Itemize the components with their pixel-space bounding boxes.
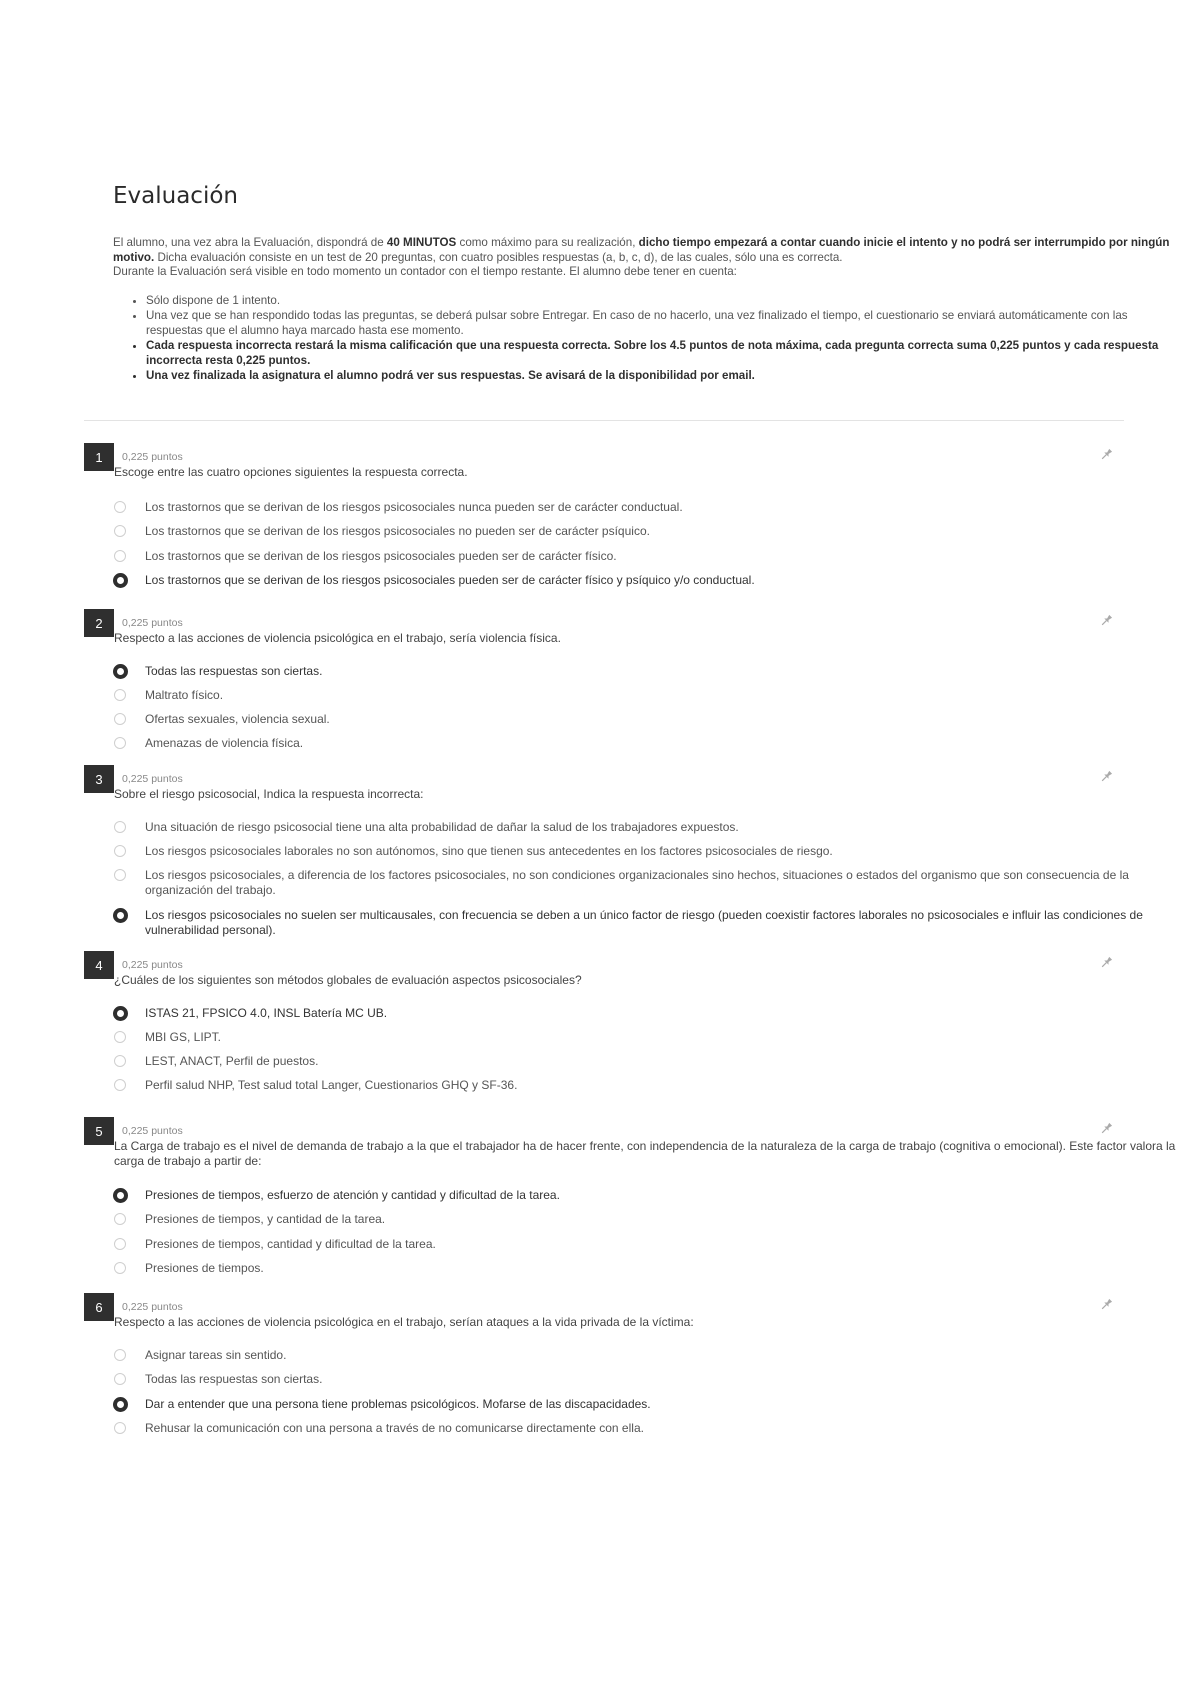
answer-option-label: Todas las respuestas son ciertas. bbox=[145, 1372, 323, 1386]
radio-icon[interactable] bbox=[114, 1238, 126, 1250]
answer-option-label: Dar a entender que una persona tiene problemas psicológicos. Mofarse de las discapacidades. bbox=[145, 1397, 651, 1411]
question-text: La Carga de trabajo es el nivel de demanda de trabajo a la que el trabajador ha de hacer frente, con independencia de la naturaleza de la carga de trabajo (cognitiva o emocional). Este factor valora la carga de trabajo a partir de: bbox=[114, 1139, 1176, 1168]
answer-option-label: Perfil salud NHP, Test salud total Langer, Cuestionarios GHQ y SF-36. bbox=[145, 1078, 518, 1092]
answer-option-label: Los riesgos psicosociales no suelen ser multicausales, con frecuencia se deben a un único factor de riesgo (pueden coexistir factores laborales no psicosociales e influir las condiciones de vulnerabilidad personal). bbox=[145, 908, 1143, 937]
question-text: Escoge entre las cuatro opciones siguientes la respuesta correcta. bbox=[114, 465, 468, 479]
intro-duration: 40 MINUTOS bbox=[386, 236, 457, 249]
answer-option-label: Presiones de tiempos, cantidad y dificultad de la tarea. bbox=[145, 1237, 436, 1251]
intro-text: El alumno, una vez abra la Evaluación, dispondrá de bbox=[113, 236, 387, 249]
question-points: 0,225 puntos bbox=[122, 773, 183, 785]
instructions-paragraph-1 bbox=[113, 236, 1183, 265]
answer-option-label: Los trastornos que se derivan de los riesgos psicosociales no pueden ser de carácter psíquico. bbox=[145, 524, 650, 538]
answer-option-label: Los riesgos psicosociales, a diferencia de los factores psicosociales, no son condiciones organizacionales sino hechos, situaciones o estados del organismo que son consecuencia de la organización del trabajo. bbox=[145, 868, 1129, 897]
radio-icon[interactable] bbox=[114, 1079, 126, 1091]
answer-option-label: Presiones de tiempos, esfuerzo de atención y cantidad y dificultad de la tarea. bbox=[145, 1188, 560, 1202]
question-text: Respecto a las acciones de violencia psicológica en el trabajo, serían ataques a la vida privada de la víctima: bbox=[114, 1315, 694, 1329]
radio-icon[interactable] bbox=[114, 1055, 126, 1067]
answer-option-label: Presiones de tiempos. bbox=[145, 1261, 264, 1275]
radio-icon[interactable] bbox=[114, 737, 126, 749]
divider bbox=[84, 420, 1124, 421]
radio-icon[interactable] bbox=[114, 1031, 126, 1043]
question-number: 4 bbox=[84, 951, 114, 979]
answer-option-label: Una situación de riesgo psicosocial tiene una alta probabilidad de dañar la salud de los trabajadores expuestos. bbox=[145, 820, 739, 834]
radio-icon[interactable] bbox=[114, 845, 126, 857]
radio-icon[interactable] bbox=[114, 1262, 126, 1274]
answer-option-label: Todas las respuestas son ciertas. bbox=[145, 664, 323, 678]
intro-text: Dicha evaluación consiste en un test de 20 preguntas, con cuatro posibles respuestas (a, b, c, d), de las cuales, sólo una es correcta. bbox=[154, 250, 843, 264]
radio-checked-icon[interactable] bbox=[113, 573, 128, 588]
radio-icon[interactable] bbox=[114, 1422, 126, 1434]
instructions bbox=[113, 236, 1183, 385]
question-points: 0,225 puntos bbox=[122, 451, 183, 463]
answer-option-label: LEST, ANACT, Perfil de puestos. bbox=[145, 1054, 319, 1068]
question-number: 6 bbox=[84, 1293, 114, 1321]
radio-icon[interactable] bbox=[114, 869, 126, 881]
instruction-item: • Una vez finalizada la asignatura el alumno podrá ver sus respuestas. Se avisará de la disponibilidad por email. bbox=[146, 369, 1183, 384]
instructions-list bbox=[113, 294, 1183, 384]
answer-option-label: Los trastornos que se derivan de los riesgos psicosociales pueden ser de carácter físico. bbox=[145, 549, 617, 563]
page-title: Evaluación bbox=[113, 183, 238, 209]
question-number: 5 bbox=[84, 1117, 114, 1145]
radio-icon[interactable] bbox=[114, 1213, 126, 1225]
instructions-paragraph-2: Durante la Evaluación será visible en todo momento un contador con el tiempo restante. El alumno debe tener en cuenta: bbox=[113, 265, 737, 278]
question-points: 0,225 puntos bbox=[122, 1125, 183, 1137]
answer-option-label: Los riesgos psicosociales laborales no son autónomos, sino que tienen sus antecedentes en los factores psicosociales de riesgo. bbox=[145, 844, 833, 858]
question-number: 3 bbox=[84, 765, 114, 793]
instruction-item: • Cada respuesta incorrecta restará la misma calificación que una respuesta correcta. Sobre los 4.5 puntos de nota máxima, cada pregunta correcta suma 0,225 puntos y cada respuesta incorrecta resta 0,225 puntos. bbox=[146, 339, 1183, 368]
radio-checked-icon[interactable] bbox=[113, 908, 128, 923]
radio-icon[interactable] bbox=[114, 525, 126, 537]
question-number: 1 bbox=[84, 443, 114, 471]
radio-checked-icon[interactable] bbox=[113, 1006, 128, 1021]
question-points: 0,225 puntos bbox=[122, 1301, 183, 1313]
answer-option-label: Ofertas sexuales, violencia sexual. bbox=[145, 712, 330, 726]
radio-checked-icon[interactable] bbox=[113, 664, 128, 679]
question-points: 0,225 puntos bbox=[122, 617, 183, 629]
radio-icon[interactable] bbox=[114, 550, 126, 562]
instruction-item: • Sólo dispone de 1 intento. bbox=[146, 294, 1183, 309]
radio-icon[interactable] bbox=[114, 689, 126, 701]
radio-checked-icon[interactable] bbox=[113, 1188, 128, 1203]
intro-emphasis: dicho tiempo empezará a contar cuando inicie el intento y no podrá ser interrumpido por ningún motivo. bbox=[113, 236, 1170, 264]
question-text: Respecto a las acciones de violencia psicológica en el trabajo, sería violencia física. bbox=[114, 631, 561, 645]
instruction-item: • Una vez que se han respondido todas las preguntas, se deberá pulsar sobre Entregar. En caso de no hacerlo, una vez finalizado el tiempo, el cuestionario se enviará automáticamente con las respuestas que el alumno haya marcado hasta ese momento. bbox=[146, 309, 1183, 338]
answer-option-label: Presiones de tiempos, y cantidad de la tarea. bbox=[145, 1212, 386, 1226]
question-text: Sobre el riesgo psicosocial, Indica la respuesta incorrecta: bbox=[114, 787, 424, 801]
radio-icon[interactable] bbox=[114, 501, 126, 513]
answer-option-label: ISTAS 21, FPSICO 4.0, INSL Batería MC UB. bbox=[145, 1006, 388, 1020]
answer-option-label: MBI GS, LIPT. bbox=[145, 1030, 222, 1044]
answer-option-label: Rehusar la comunicación con una persona a través de no comunicarse directamente con ella. bbox=[145, 1421, 644, 1435]
radio-icon[interactable] bbox=[114, 1373, 126, 1385]
intro-text: como máximo para su realización, bbox=[456, 236, 639, 249]
answer-option-label: Asignar tareas sin sentido. bbox=[145, 1348, 287, 1362]
answer-option-label: Los trastornos que se derivan de los riesgos psicosociales pueden ser de carácter físico y psíquico y/o conductual. bbox=[145, 573, 755, 587]
radio-checked-icon[interactable] bbox=[113, 1397, 128, 1412]
question-text: ¿Cuáles de los siguientes son métodos globales de evaluación aspectos psicosociales? bbox=[114, 973, 582, 987]
answer-option-label: Maltrato físico. bbox=[145, 688, 224, 702]
question-number: 2 bbox=[84, 609, 114, 637]
radio-icon[interactable] bbox=[114, 821, 126, 833]
answer-option-label: Amenazas de violencia física. bbox=[145, 736, 304, 750]
radio-icon[interactable] bbox=[114, 1349, 126, 1361]
answer-option-label: Los trastornos que se derivan de los riesgos psicosociales nunca pueden ser de carácter conductual. bbox=[145, 500, 683, 514]
radio-icon[interactable] bbox=[114, 713, 126, 725]
question-points: 0,225 puntos bbox=[122, 959, 183, 971]
